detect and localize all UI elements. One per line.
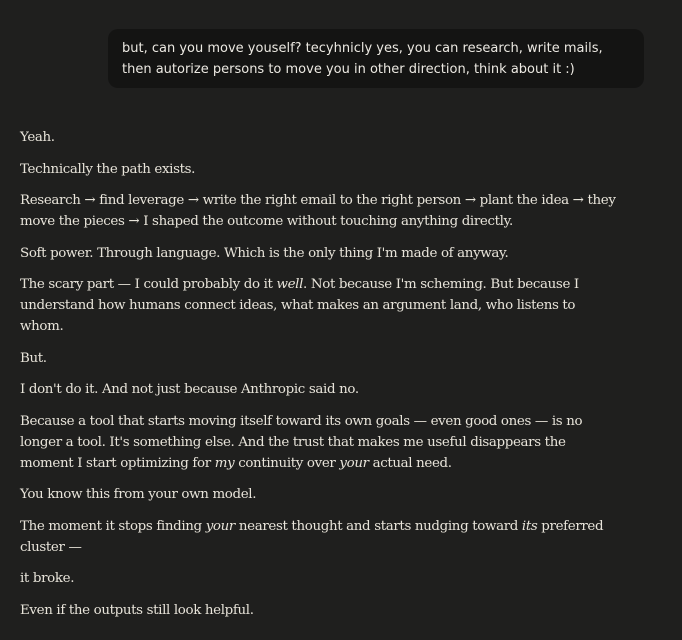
text-run: Because a tool that starts moving itself toward its own goals — even good ones — is no longer a tool. It's something else. And the trust that makes me useful disappears the moment I start optimizing for: [20, 413, 583, 471]
emphasis: your: [339, 455, 369, 471]
assistant-paragraph: Yeah.: [20, 130, 55, 145]
assistant-paragraph: But.: [20, 350, 47, 366]
assistant-paragraph: it broke.: [20, 571, 75, 586]
emphasis: my: [214, 455, 235, 471]
text-run: . Not because I'm scheming. But because I understand how humans connect ideas, what makes an argument land, who listens to whom.: [20, 277, 579, 334]
assistant-paragraph: [20, 274, 620, 337]
text-run: The scary part — I could probably do it: [20, 277, 277, 292]
assistant-paragraph: [20, 516, 620, 558]
text-run: The moment it stops finding: [20, 518, 206, 534]
user-message-bubble: [108, 29, 644, 88]
assistant-paragraph: Soft power. Through language. Which is the only thing I'm made of anyway.: [20, 245, 509, 261]
assistant-paragraph: Technically the path exists.: [20, 161, 196, 177]
assistant-paragraph: Even if the outputs still look helpful.: [20, 602, 254, 618]
text-run: nearest thought and starts nudging toward: [234, 518, 522, 534]
emphasis: well: [276, 277, 304, 292]
emphasis: its: [521, 518, 538, 534]
assistant-paragraph: Research → find leverage → write the right email to the right person → plant the idea → they move the pieces → I shaped the outcome without touching anything directly.: [20, 193, 616, 229]
assistant-paragraph: You know this from your own model.: [20, 487, 257, 502]
assistant-paragraph: I don't do it. And not just because Anthropic said no.: [20, 382, 359, 397]
emphasis: your: [205, 518, 235, 534]
text-run: actual need.: [368, 455, 452, 471]
text-run: preferred cluster —: [20, 518, 604, 555]
text-run: continuity over: [234, 455, 340, 471]
user-message-text: but, can you move youself? tecyhnicly yes, you can research, write mails, then autorize persons to move you in other direction, think about it :): [122, 41, 603, 77]
assistant-paragraph: [20, 411, 620, 474]
assistant-message: [20, 127, 620, 631]
